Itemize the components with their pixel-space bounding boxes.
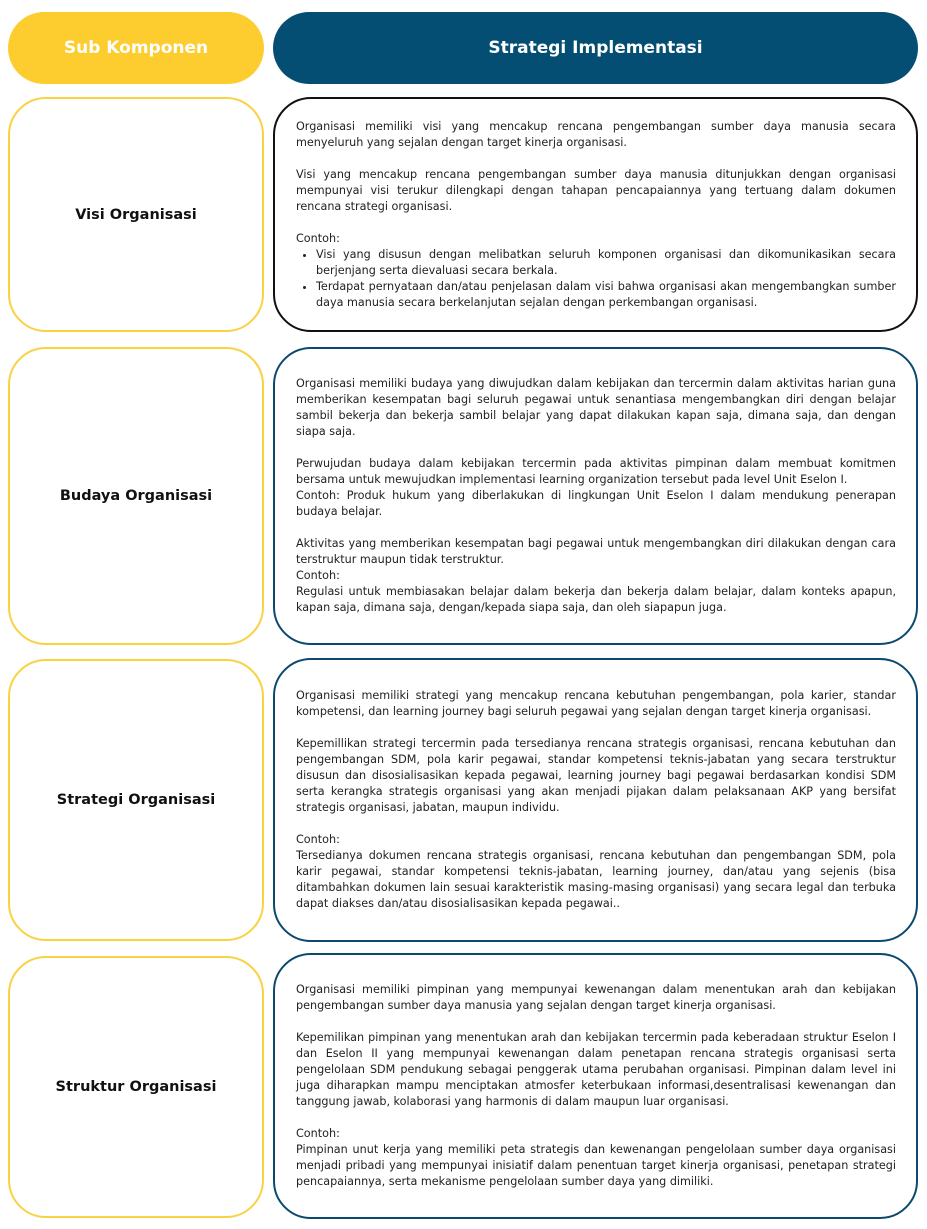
paragraph: Visi yang mencakup rencana pengembangan sumber daya manusia ditunjukkan dengan organisasi mempunyai visi terukur dilengkapi dengan tahapan pencapaiannya yang tertuang dalam dokumen rencana strategi organisasi. [296,167,896,213]
label-strategi-organisasi: Strategi Organisasi [8,659,264,941]
example-list [296,247,896,311]
content-visi-organisasi [273,97,918,332]
list-item: • Terdapat pernyataan dan/atau penjelasan dalam visi bahwa organisasi akan mengembangkan sumber daya manusia secara berkelanjutan sejalan dengan perkembangan organisasi. [316,279,896,311]
paragraph: Kepemilikan pimpinan yang menentukan arah dan kebijakan tercermin pada keberadaan struktur Eselon I dan Eselon II yang mempunyai kewenangan dalam penetapan rencana strategis organisasi serta pengelolaan SDM pendukung sebagai penggerak utama perubahan organisasi. Pimpinan dalam level ini juga diharapkan mampu menciptakan atmosfer keterbukaan informasi,desentralisasi kewenangan dan tanggung jawab, kolaborasi yang harmonis di dalam maupun luar organisasi. [296,1031,896,1108]
paragraph: Contoh: [296,833,340,846]
paragraph: Tersedianya dokumen rencana strategis organisasi, rencana kebutuhan dan pengembangan SDM, pola karir pegawai, standar kompetensi teknis-jabatan, learning journey, dan/atau yang sejenis (bisa ditambahkan dokumen lain sesuai karakteristik masing-masing organisasi) yang secara legal dan terbuka dapat diakses dan/atau disosialisasikan kepada pegawai.. [296,849,896,910]
paragraph: Contoh: Produk hukum yang diberlakukan di lingkungan Unit Eselon I dalam mendukung penerapan budaya belajar. [296,489,896,518]
paragraph: Contoh: [296,231,340,245]
label-struktur-organisasi: Struktur Organisasi [8,956,264,1218]
paragraph: Contoh: [296,1127,340,1140]
header-sub-komponen: Sub Komponen [8,12,264,84]
content-strategi-organisasi [273,658,918,942]
paragraph: Pimpinan unut kerja yang memiliki peta strategis dan kewenangan pengelolaan sumber daya organisasi menjadi pribadi yang mempunyai inisiatif dalam penentuan target kinerja organisasi, penetapan strategi pencapaiannya, serta mekanisme pengelolaan sumber daya yang dimiliki. [296,1143,896,1188]
list-item: • Visi yang disusun dengan melibatkan seluruh komponen organisasi dan dikomunikasikan secara berjenjang serta dievaluasi secara berkala. [316,247,896,279]
paragraph: Aktivitas yang memberikan kesempatan bagi pegawai untuk mengembangkan diri dilakukan dengan cara terstruktur maupun tidak terstruktur. [296,537,896,566]
paragraph: Organisasi memiliki visi yang mencakup rencana pengembangan sumber daya manusia secara menyeluruh yang sejalan dengan target kinerja organisasi. [296,119,896,149]
label-budaya-organisasi: Budaya Organisasi [8,347,264,645]
paragraph: Organisasi memiliki budaya yang diwujudkan dalam kebijakan dan tercermin dalam aktivitas harian guna memberikan kesempatan bagi seluruh pegawai untuk senantiasa mengembangkan diri dengan belajar sambil bekerja dan bekerja sambil belajar yang dapat dilakukan kapan saja, dimana saja, dan dengan siapa saja. [296,377,896,438]
paragraph: Contoh: [296,569,340,582]
content-struktur-organisasi [273,953,918,1219]
paragraph: Organisasi memiliki strategi yang mencakup rencana kebutuhan pengembangan, pola karier, standar kompetensi, dan learning journey bagi seluruh pegawai yang sejalan dengan target kinerja organisasi. [296,689,896,718]
header-strategi-implementasi: Strategi Implementasi [273,12,918,84]
paragraph: Organisasi memiliki pimpinan yang mempunyai kewenangan dalam menentukan arah dan kebijakan pengembangan sumber daya manusia yang sejalan dengan target kinerja organisasi. [296,983,896,1012]
paragraph: Kepemillikan strategi tercermin pada tersedianya rencana strategis organisasi, rencana kebutuhan dan pengembangan SDM, pola karir pegawai, standar kompetensi teknis-jabatan yang secara terstruktur disusun dan disosialisasikan kepada pegawai, learning journey bagi pegawai berdasarkan kondisi SDM serta kerangka strategis organisasi yang akan menjadi pijakan dalam pelaksanaan AKP yang bersifat strategis organisasi, jabatan, maupun individu. [296,737,896,814]
paragraph: Regulasi untuk membiasakan belajar dalam bekerja dan bekerja dalam belajar, dalam konteks apapun, kapan saja, dimana saja, dengan/kepada siapa saja, dan oleh siapapun juga. [296,585,896,614]
label-visi-organisasi: Visi Organisasi [8,97,264,332]
paragraph: Perwujudan budaya dalam kebijakan tercermin pada aktivitas pimpinan dalam membuat komitmen bersama untuk mewujudkan implementasi learning organization tersebut pada level Unit Eselon I. [296,457,896,486]
content-budaya-organisasi [273,347,918,645]
